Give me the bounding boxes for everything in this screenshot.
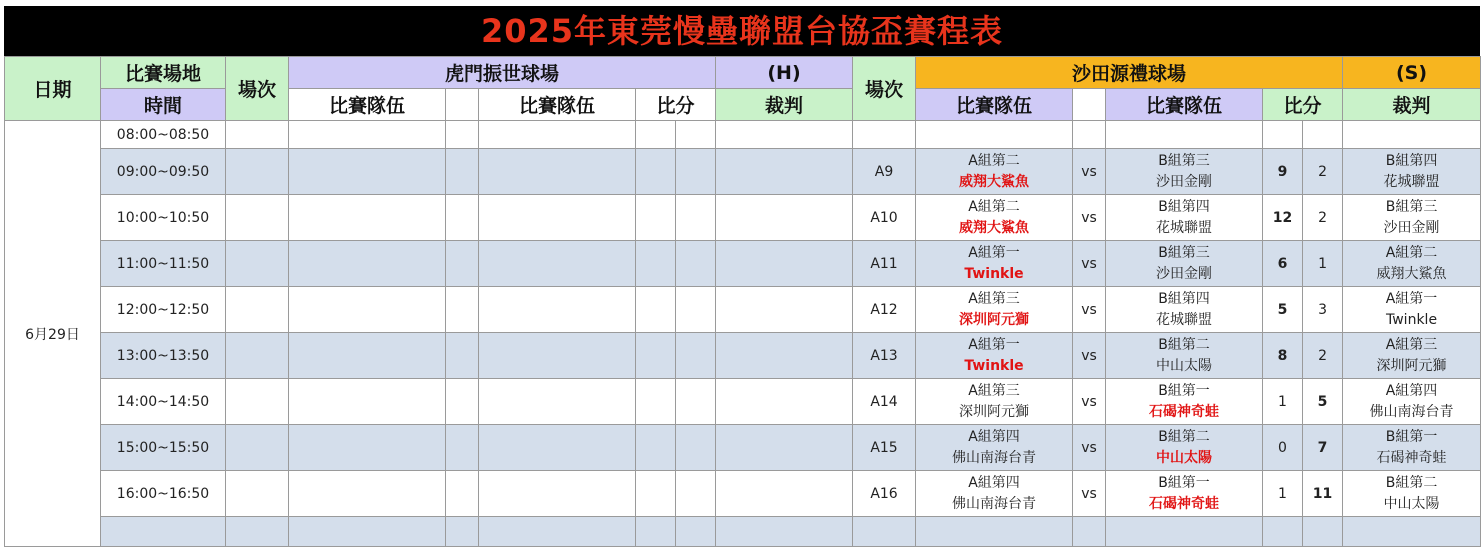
match-no-cell-s bbox=[853, 517, 916, 547]
score2-cell: 2 bbox=[1303, 195, 1343, 241]
score1-cell: 1 bbox=[1263, 379, 1303, 425]
score1-cell: 6 bbox=[1263, 241, 1303, 287]
referee-cell bbox=[1343, 149, 1481, 195]
field-h-cell bbox=[676, 121, 716, 149]
score1-cell: 12 bbox=[1263, 195, 1303, 241]
referee-group: B組第三 bbox=[1385, 198, 1438, 215]
team1-group: A組第三 bbox=[968, 382, 1020, 399]
referee-group: A組第一 bbox=[1385, 290, 1438, 307]
score2-cell bbox=[1303, 517, 1343, 547]
vs-cell: vs bbox=[1073, 195, 1106, 241]
team1-name: 佛山南海台青 bbox=[952, 495, 1037, 512]
field-h-cell bbox=[636, 149, 676, 195]
field-h-cell bbox=[636, 195, 676, 241]
field-h-cell bbox=[636, 425, 676, 471]
team1-cell bbox=[916, 121, 1073, 149]
team2-cell bbox=[1106, 471, 1263, 517]
referee-group: A組第二 bbox=[1385, 244, 1438, 261]
field-h-cell bbox=[676, 517, 716, 547]
field-h-cell bbox=[446, 471, 479, 517]
time-cell bbox=[101, 517, 226, 547]
team2-cell bbox=[1106, 379, 1263, 425]
date-cell: 6月29日 bbox=[5, 121, 101, 547]
vs-cell: vs bbox=[1073, 241, 1106, 287]
match-no-cell-h bbox=[226, 425, 289, 471]
team2-cell bbox=[1106, 241, 1263, 287]
field-h-cell bbox=[716, 241, 853, 287]
schedule-sheet bbox=[4, 6, 1480, 547]
team1-group: A組第二 bbox=[968, 152, 1020, 169]
table-row bbox=[5, 149, 1481, 195]
match-no-cell-s: A11 bbox=[853, 241, 916, 287]
time-cell: 09:00~09:50 bbox=[101, 149, 226, 195]
team1-name: 威翔大鯊魚 bbox=[959, 219, 1030, 236]
field-h-cell bbox=[716, 471, 853, 517]
score-header-s: 比分 bbox=[1263, 89, 1343, 121]
match-no-cell-s: A12 bbox=[853, 287, 916, 333]
referee-team: 中山太陽 bbox=[1383, 495, 1440, 512]
team2-name: 沙田金剛 bbox=[1156, 265, 1213, 282]
field-h-cell bbox=[676, 379, 716, 425]
team1-name: Twinkle bbox=[964, 265, 1024, 282]
venue-header: 比賽場地 bbox=[101, 57, 226, 89]
team-header-s2: 比賽隊伍 bbox=[1106, 89, 1263, 121]
team1-cell bbox=[916, 517, 1073, 547]
time-cell: 15:00~15:50 bbox=[101, 425, 226, 471]
referee-group: A組第三 bbox=[1385, 336, 1438, 353]
team1-cell bbox=[916, 287, 1073, 333]
vs-cell: vs bbox=[1073, 287, 1106, 333]
field-h-cell bbox=[479, 149, 636, 195]
field-h-cell bbox=[289, 471, 446, 517]
field-h-cell bbox=[716, 333, 853, 379]
page-title: 2025年東莞慢壘聯盟台協盃賽程表 bbox=[4, 6, 1480, 56]
referee-cell bbox=[1343, 287, 1481, 333]
field-h-cell bbox=[446, 517, 479, 547]
field-h-cell bbox=[446, 333, 479, 379]
field-h-cell bbox=[636, 121, 676, 149]
field-h-cell bbox=[446, 121, 479, 149]
table-row bbox=[5, 287, 1481, 333]
team2-group: B組第一 bbox=[1158, 382, 1210, 399]
referee-group: B組第四 bbox=[1385, 152, 1438, 169]
field-h-cell bbox=[479, 471, 636, 517]
team1-cell bbox=[916, 425, 1073, 471]
time-cell: 14:00~14:50 bbox=[101, 379, 226, 425]
score1-cell: 9 bbox=[1263, 149, 1303, 195]
team2-name: 花城聯盟 bbox=[1156, 219, 1213, 236]
referee-team: 石碣神奇蛙 bbox=[1376, 449, 1447, 466]
schedule-body bbox=[5, 121, 1481, 547]
match-no-cell-s: A15 bbox=[853, 425, 916, 471]
field-h-cell bbox=[446, 195, 479, 241]
referee-team: Twinkle bbox=[1386, 311, 1438, 328]
score2-cell: 7 bbox=[1303, 425, 1343, 471]
field-h-cell bbox=[636, 333, 676, 379]
team1-group: A組第一 bbox=[968, 244, 1020, 261]
field-s-tag: (S) bbox=[1343, 57, 1481, 89]
field-h-cell bbox=[446, 241, 479, 287]
team1-name: 深圳阿元獅 bbox=[959, 403, 1030, 420]
field-h-cell bbox=[636, 241, 676, 287]
referee-team: 威翔大鯊魚 bbox=[1376, 265, 1447, 282]
match-no-cell-s bbox=[853, 121, 916, 149]
score1-cell bbox=[1263, 517, 1303, 547]
team2-cell bbox=[1106, 121, 1263, 149]
field-h-cell bbox=[479, 121, 636, 149]
field-h-cell bbox=[479, 287, 636, 333]
field-h-cell bbox=[446, 379, 479, 425]
time-cell: 08:00~08:50 bbox=[101, 121, 226, 149]
field-h-cell bbox=[479, 195, 636, 241]
score1-cell: 0 bbox=[1263, 425, 1303, 471]
team2-cell bbox=[1106, 149, 1263, 195]
team-header-h2: 比賽隊伍 bbox=[479, 89, 636, 121]
team1-group: A組第三 bbox=[968, 290, 1020, 307]
vs-cell: vs bbox=[1073, 333, 1106, 379]
team2-cell bbox=[1106, 333, 1263, 379]
team1-cell bbox=[916, 241, 1073, 287]
field-h-cell bbox=[479, 241, 636, 287]
score2-cell bbox=[1303, 121, 1343, 149]
field-h-cell bbox=[636, 379, 676, 425]
team1-name: 威翔大鯊魚 bbox=[959, 173, 1030, 190]
team-header-h1: 比賽隊伍 bbox=[289, 89, 446, 121]
table-row bbox=[5, 517, 1481, 547]
score2-cell: 2 bbox=[1303, 333, 1343, 379]
match-no-header-h: 場次 bbox=[226, 57, 289, 121]
field-h-cell bbox=[479, 379, 636, 425]
team2-cell bbox=[1106, 517, 1263, 547]
score1-cell: 8 bbox=[1263, 333, 1303, 379]
team2-group: B組第四 bbox=[1158, 198, 1210, 215]
vs-cell: vs bbox=[1073, 471, 1106, 517]
field-h-cell bbox=[676, 241, 716, 287]
score1-cell bbox=[1263, 121, 1303, 149]
score2-cell: 2 bbox=[1303, 149, 1343, 195]
team1-cell bbox=[916, 195, 1073, 241]
match-no-cell-h bbox=[226, 517, 289, 547]
field-h-cell bbox=[676, 425, 716, 471]
score-header-h: 比分 bbox=[636, 89, 716, 121]
field-h-cell bbox=[479, 333, 636, 379]
field-h-cell bbox=[289, 425, 446, 471]
field-s-header: 沙田源禮球場 bbox=[916, 57, 1343, 89]
table-row bbox=[5, 471, 1481, 517]
field-h-cell bbox=[676, 471, 716, 517]
field-h-cell bbox=[676, 195, 716, 241]
field-h-cell bbox=[289, 379, 446, 425]
team1-cell bbox=[916, 333, 1073, 379]
field-h-cell bbox=[636, 287, 676, 333]
table-row bbox=[5, 195, 1481, 241]
team2-name: 石碣神奇蛙 bbox=[1149, 495, 1220, 512]
team2-cell bbox=[1106, 287, 1263, 333]
team2-name: 中山太陽 bbox=[1156, 449, 1213, 466]
referee-cell bbox=[1343, 379, 1481, 425]
header-row-1 bbox=[5, 57, 1481, 89]
vs-header-h bbox=[446, 89, 479, 121]
field-h-header: 虎門振世球場 bbox=[289, 57, 716, 89]
vs-cell bbox=[1073, 517, 1106, 547]
time-header: 時間 bbox=[101, 89, 226, 121]
field-h-cell bbox=[716, 121, 853, 149]
time-cell: 12:00~12:50 bbox=[101, 287, 226, 333]
field-h-cell bbox=[479, 517, 636, 547]
score2-cell: 11 bbox=[1303, 471, 1343, 517]
field-h-cell bbox=[479, 425, 636, 471]
field-h-tag: (H) bbox=[716, 57, 853, 89]
field-h-cell bbox=[636, 517, 676, 547]
field-h-cell bbox=[289, 149, 446, 195]
team2-group: B組第四 bbox=[1158, 290, 1210, 307]
team2-name: 石碣神奇蛙 bbox=[1149, 403, 1220, 420]
table-row bbox=[5, 425, 1481, 471]
field-h-cell bbox=[289, 241, 446, 287]
team2-name: 中山太陽 bbox=[1156, 357, 1213, 374]
match-no-cell-h bbox=[226, 121, 289, 149]
field-h-cell bbox=[716, 149, 853, 195]
match-no-cell-s: A10 bbox=[853, 195, 916, 241]
field-h-cell bbox=[716, 517, 853, 547]
field-h-cell bbox=[289, 121, 446, 149]
field-h-cell bbox=[676, 333, 716, 379]
team2-name: 花城聯盟 bbox=[1156, 311, 1213, 328]
team1-name: 深圳阿元獅 bbox=[959, 311, 1030, 328]
time-cell: 13:00~13:50 bbox=[101, 333, 226, 379]
field-h-cell bbox=[636, 471, 676, 517]
team1-group: A組第二 bbox=[968, 198, 1020, 215]
referee-cell bbox=[1343, 471, 1481, 517]
team2-cell bbox=[1106, 425, 1263, 471]
referee-cell bbox=[1343, 333, 1481, 379]
score2-cell: 5 bbox=[1303, 379, 1343, 425]
team2-group: B組第一 bbox=[1158, 474, 1210, 491]
team1-cell bbox=[916, 379, 1073, 425]
field-h-cell bbox=[676, 287, 716, 333]
field-h-cell bbox=[716, 425, 853, 471]
vs-cell: vs bbox=[1073, 379, 1106, 425]
match-no-cell-h bbox=[226, 287, 289, 333]
referee-cell bbox=[1343, 195, 1481, 241]
team2-group: B組第三 bbox=[1158, 244, 1210, 261]
date-header: 日期 bbox=[5, 57, 101, 121]
team-header-s1: 比賽隊伍 bbox=[916, 89, 1073, 121]
team2-cell bbox=[1106, 195, 1263, 241]
time-cell: 16:00~16:50 bbox=[101, 471, 226, 517]
match-no-cell-h bbox=[226, 333, 289, 379]
referee-header-h: 裁判 bbox=[716, 89, 853, 121]
referee-group: B組第一 bbox=[1385, 428, 1438, 445]
referee-team: 深圳阿元獅 bbox=[1376, 357, 1447, 374]
match-no-cell-h bbox=[226, 149, 289, 195]
referee-group: B組第二 bbox=[1385, 474, 1438, 491]
match-no-cell-h bbox=[226, 241, 289, 287]
vs-cell bbox=[1073, 121, 1106, 149]
match-no-cell-h bbox=[226, 379, 289, 425]
field-h-cell bbox=[716, 195, 853, 241]
team1-group: A組第一 bbox=[968, 336, 1020, 353]
vs-cell: vs bbox=[1073, 425, 1106, 471]
team1-cell bbox=[916, 471, 1073, 517]
referee-team: 花城聯盟 bbox=[1383, 173, 1440, 190]
field-h-cell bbox=[289, 333, 446, 379]
team1-name: Twinkle bbox=[964, 357, 1024, 374]
match-no-cell-s: A9 bbox=[853, 149, 916, 195]
referee-cell bbox=[1343, 241, 1481, 287]
field-h-cell bbox=[289, 517, 446, 547]
schedule-table bbox=[4, 56, 1481, 547]
referee-header-s: 裁判 bbox=[1343, 89, 1481, 121]
score1-cell: 1 bbox=[1263, 471, 1303, 517]
score2-cell: 3 bbox=[1303, 287, 1343, 333]
field-h-cell bbox=[716, 287, 853, 333]
team2-group: B組第二 bbox=[1158, 428, 1210, 445]
match-no-cell-h bbox=[226, 471, 289, 517]
table-row bbox=[5, 241, 1481, 287]
vs-header-s bbox=[1073, 89, 1106, 121]
score1-cell: 5 bbox=[1263, 287, 1303, 333]
table-row bbox=[5, 379, 1481, 425]
team2-group: B組第二 bbox=[1158, 336, 1210, 353]
field-h-cell bbox=[446, 425, 479, 471]
field-h-cell bbox=[676, 149, 716, 195]
match-no-cell-s: A13 bbox=[853, 333, 916, 379]
table-row bbox=[5, 121, 1481, 149]
team1-name: 佛山南海台青 bbox=[952, 449, 1037, 466]
time-cell: 10:00~10:50 bbox=[101, 195, 226, 241]
table-row bbox=[5, 333, 1481, 379]
team1-group: A組第四 bbox=[968, 474, 1020, 491]
referee-group: A組第四 bbox=[1385, 382, 1438, 399]
field-h-cell bbox=[716, 379, 853, 425]
field-h-cell bbox=[289, 287, 446, 333]
match-no-header-s: 場次 bbox=[853, 57, 916, 121]
match-no-cell-h bbox=[226, 195, 289, 241]
vs-cell: vs bbox=[1073, 149, 1106, 195]
team1-group: A組第四 bbox=[968, 428, 1020, 445]
team2-name: 沙田金剛 bbox=[1156, 173, 1213, 190]
field-h-cell bbox=[446, 287, 479, 333]
field-h-cell bbox=[446, 149, 479, 195]
team1-cell bbox=[916, 149, 1073, 195]
referee-team: 沙田金剛 bbox=[1383, 219, 1440, 236]
referee-cell bbox=[1343, 517, 1481, 547]
referee-team: 佛山南海台青 bbox=[1369, 403, 1454, 420]
match-no-cell-s: A14 bbox=[853, 379, 916, 425]
referee-cell bbox=[1343, 425, 1481, 471]
score2-cell: 1 bbox=[1303, 241, 1343, 287]
field-h-cell bbox=[289, 195, 446, 241]
referee-cell bbox=[1343, 121, 1481, 149]
time-cell: 11:00~11:50 bbox=[101, 241, 226, 287]
match-no-cell-s: A16 bbox=[853, 471, 916, 517]
team2-group: B組第三 bbox=[1158, 152, 1210, 169]
